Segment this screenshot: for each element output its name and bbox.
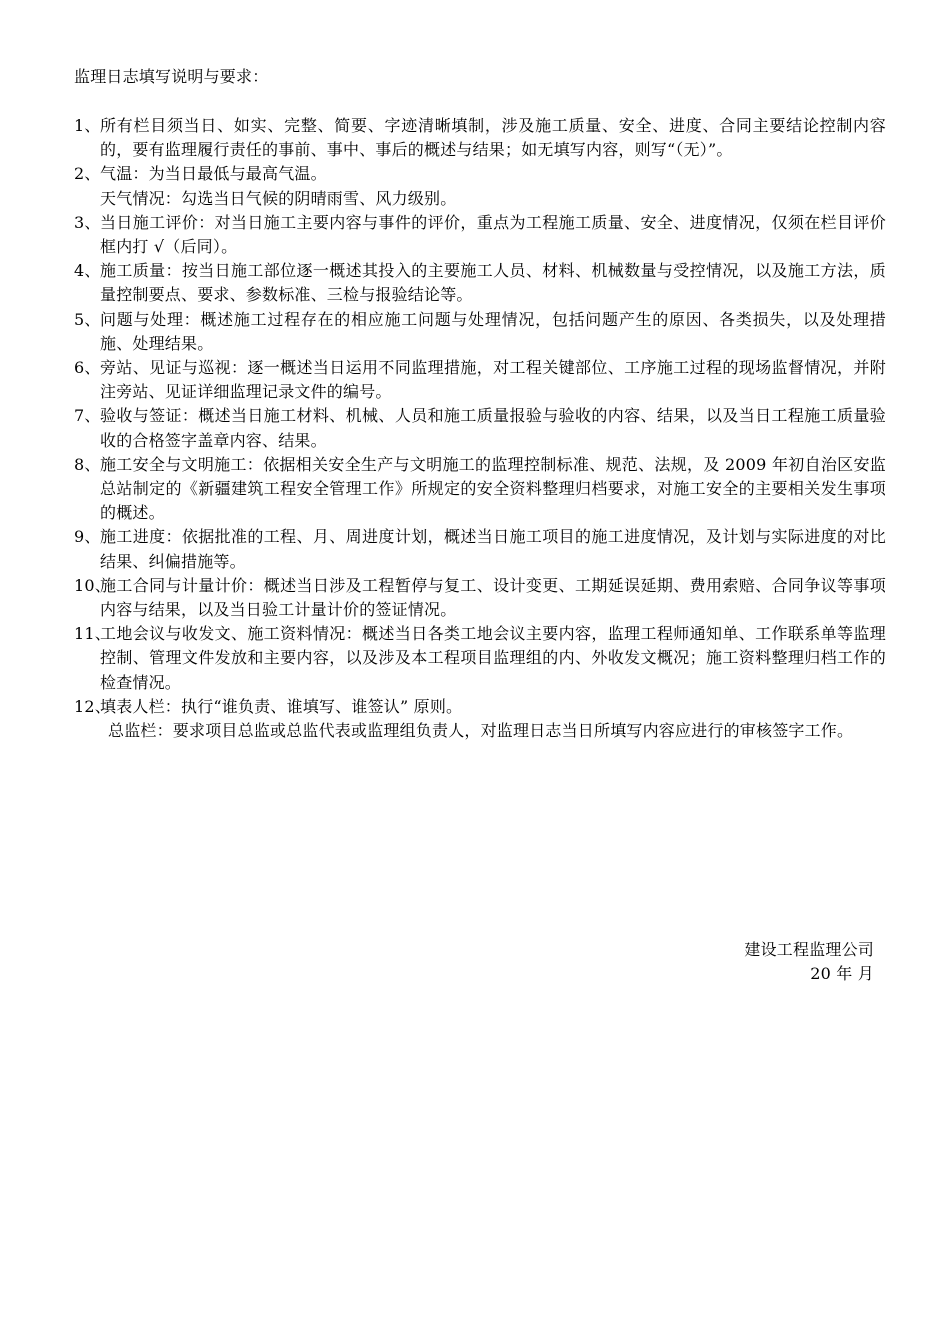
list-item (74, 622, 886, 695)
item-text: 施工合同与计量计价：概述当日涉及工程暂停与复工、设计变更、工期延误延期、费用索赔、合同争议等事项内容与结果，以及当日验工计量计价的签证情况。 (100, 575, 886, 620)
list-item (74, 308, 886, 356)
list-item (74, 574, 886, 622)
item-text: 施工安全与文明施工：依据相关安全生产与文明施工的监理控制标准、规范、法规，及 2009 年初自治区安监总站制定的《新疆建筑工程安全管理工作》所规定的安全资料整理归档要求，对施工安全的主要相关发生事项的概述。 (100, 454, 886, 523)
item-text: 旁站、见证与巡视：逐一概述当日运用不同监理措施，对工程关键部位、工序施工过程的现场监督情况，并附注旁站、见证详细监理记录文件的编号。 (100, 358, 886, 402)
item-text: 施工进度：依据批准的工程、月、周进度计划，概述当日施工项目的施工进度情况，及计划与实际进度的对比结果、纠偏措施等。 (100, 527, 886, 571)
list-item (74, 356, 886, 404)
item-number: 6、 (74, 358, 101, 378)
company-name: 建设工程监理公司 (744, 940, 874, 959)
item-text: 填表人栏：执行“谁负责、谁填写、谁签认” 原则。 (100, 696, 463, 716)
item-text: 气温：为当日最低与最高气温。 (100, 164, 327, 184)
item-number: 2、 (74, 164, 101, 184)
item-text: 天气情况：勾选当日气候的阴晴雨雪、风力级别。 (100, 188, 457, 208)
item-text: 问题与处理：概述施工过程存在的相应施工问题与处理情况，包括问题产生的原因、各类损失，以及处理措施、处理结果。 (100, 309, 886, 353)
item-text: 所有栏目须当日、如实、完整、简要、字迹清晰填制，涉及施工质量、安全、进度、合同主要结论控制内容的，要有监理履行责任的事前、事中、事后的概述与结果；如无填写内容，则写“（无）”。 (100, 116, 886, 160)
list-item (74, 453, 886, 526)
item-number: 1、 (74, 116, 101, 135)
list-item-note (74, 187, 886, 211)
item-text: 工地会议与收发文、施工资料情况：概述当日各类工地会议主要内容，监理工程师通知单、工作联系单等监理控制、管理文件发放和主要内容，以及涉及本工程项目监理组的内、外收发文概况；施工资料整理归档工作的检查情况。 (100, 624, 886, 692)
list-item (74, 114, 886, 162)
item-text: 施工质量：按当日施工部位逐一概述其投入的主要施工人员、材料、机械数量与受控情况，以及施工方法，质量控制要点、要求、参数标准、三检与报验结论等。 (100, 261, 886, 305)
list-item (74, 211, 886, 259)
signature-date: 20 年 月 (810, 964, 874, 983)
item-number: 10、 (74, 575, 111, 595)
item-number: 12、 (74, 696, 111, 716)
item-text: 当日施工评价：对当日施工主要内容与事件的评价，重点为工程施工质量、安全、进度情况，仅须在栏目评价框内打 √（后同）。 (100, 212, 886, 257)
item-number: 3、 (74, 212, 101, 232)
list-item (74, 695, 886, 719)
list-item (74, 162, 886, 186)
item-text: 验收与签证：概述当日施工材料、机械、人员和施工质量报验与验收的内容、结果，以及当日工程施工质量验收的合格签字盖章内容、结果。 (100, 406, 886, 450)
item-text: 总监栏：要求项目总监或总监代表或监理组负责人，对监理日志当日所填写内容应进行的审核签字工作。 (108, 721, 854, 741)
item-number: 8、 (74, 454, 101, 474)
list-item (74, 525, 886, 573)
item-number: 11、 (74, 624, 111, 644)
item-number: 7、 (74, 406, 101, 426)
document-title: 监理日志填写说明与要求： (74, 67, 269, 86)
signature-block (744, 938, 874, 986)
instruction-list (74, 114, 886, 743)
list-item (74, 404, 886, 452)
item-number: 9、 (74, 527, 101, 547)
item-number: 4、 (74, 261, 101, 281)
item-number: 5、 (74, 309, 101, 329)
list-item-note (74, 719, 886, 743)
list-item (74, 259, 886, 307)
